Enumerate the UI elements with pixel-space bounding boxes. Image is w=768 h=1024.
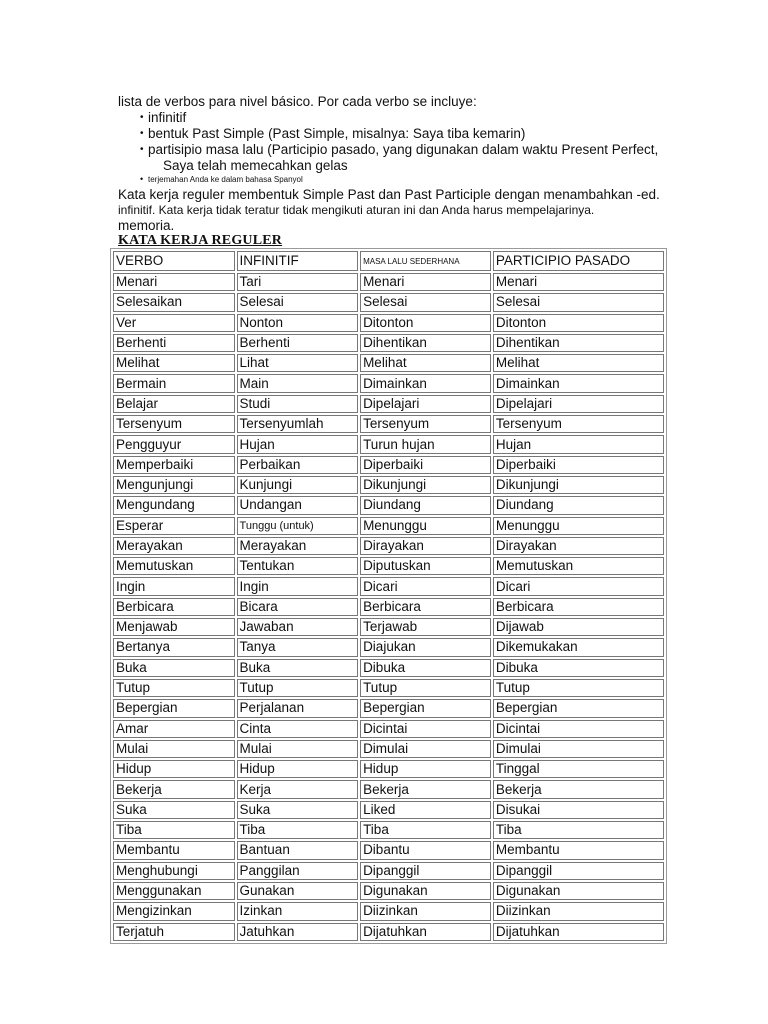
table-cell: Izinkan bbox=[237, 902, 359, 920]
bullet-text: bentuk Past Simple (Past Simple, misalnya: Saya tiba kemarin) bbox=[148, 126, 526, 141]
table-cell: Dipanggil bbox=[360, 862, 491, 880]
table-cell: Perjalanan bbox=[237, 699, 359, 717]
table-cell: Selesai bbox=[237, 293, 359, 311]
bullet-dot-icon: • bbox=[140, 112, 144, 123]
table-cell: Bermain bbox=[113, 374, 235, 392]
table-cell: Mengizinkan bbox=[113, 902, 235, 920]
table-row bbox=[113, 496, 664, 514]
table-row bbox=[113, 395, 664, 413]
table-cell: Terjatuh bbox=[113, 923, 235, 941]
table-cell: Menunggu bbox=[360, 517, 491, 535]
verb-table bbox=[111, 249, 666, 943]
table-cell: Diputuskan bbox=[360, 557, 491, 575]
table-cell: Studi bbox=[237, 395, 359, 413]
table-cell: Selesaikan bbox=[113, 293, 235, 311]
header-cell-infinitif: INFINITIF bbox=[237, 251, 359, 271]
table-row bbox=[113, 517, 664, 535]
bullet-item bbox=[118, 126, 738, 142]
table-cell: Tutup bbox=[113, 679, 235, 697]
table-cell: Menari bbox=[493, 273, 664, 291]
table-cell: Cinta bbox=[237, 720, 359, 738]
bullet-text: infinitif bbox=[148, 110, 187, 125]
table-cell: Dicintai bbox=[360, 720, 491, 738]
table-cell: Dicintai bbox=[493, 720, 664, 738]
table-cell: Dimulai bbox=[493, 740, 664, 758]
table-cell: Tersenyum bbox=[360, 415, 491, 433]
table-cell: Dirayakan bbox=[360, 537, 491, 555]
table-cell: Digunakan bbox=[493, 882, 664, 900]
table-cell: Diundang bbox=[360, 496, 491, 514]
table-cell: Main bbox=[237, 374, 359, 392]
paragraph: infinitif. Kata kerja tidak teratur tidak mengikuti aturan ini dan Anda harus mempelajarinya. bbox=[118, 203, 595, 217]
table-row bbox=[113, 415, 664, 433]
table-cell: Nonton bbox=[237, 314, 359, 332]
table-cell: Hidup bbox=[237, 760, 359, 778]
table-cell: Tersenyum bbox=[493, 415, 664, 433]
table-cell: Bekerja bbox=[113, 780, 235, 798]
table-cell: Bekerja bbox=[493, 780, 664, 798]
table-row bbox=[113, 314, 664, 332]
table-cell: Tentukan bbox=[237, 557, 359, 575]
table-cell: Membantu bbox=[493, 841, 664, 859]
table-row bbox=[113, 679, 664, 697]
table-cell: Buka bbox=[113, 659, 235, 677]
table-cell: Dimulai bbox=[360, 740, 491, 758]
table-cell: Tiba bbox=[493, 821, 664, 839]
table-cell: Menari bbox=[113, 273, 235, 291]
table-cell: Dimainkan bbox=[360, 374, 491, 392]
table-cell: Tutup bbox=[237, 679, 359, 697]
table-cell: Dirayakan bbox=[493, 537, 664, 555]
table-cell: Memperbaiki bbox=[113, 456, 235, 474]
table-row bbox=[113, 598, 664, 616]
table-cell: Membantu bbox=[113, 841, 235, 859]
table-cell: Dipelajari bbox=[493, 395, 664, 413]
table-cell: Bepergian bbox=[360, 699, 491, 717]
table-cell: Tutup bbox=[360, 679, 491, 697]
table-cell: Dijatuhkan bbox=[360, 923, 491, 941]
verb-table-container bbox=[110, 248, 667, 944]
table-cell: Ditonton bbox=[360, 314, 491, 332]
table-cell: Memutuskan bbox=[113, 557, 235, 575]
table-cell: Berhenti bbox=[237, 334, 359, 352]
table-cell: Diajukan bbox=[360, 638, 491, 656]
table-cell: Diperbaiki bbox=[493, 456, 664, 474]
table-cell: Dicari bbox=[360, 577, 491, 595]
table-row bbox=[113, 821, 664, 839]
table-row bbox=[113, 374, 664, 392]
intro-line: lista de verbos para nivel básico. Por cada verbo se incluye: bbox=[118, 94, 477, 109]
table-cell: Esperar bbox=[113, 517, 235, 535]
table-cell: Dipanggil bbox=[493, 862, 664, 880]
bullet-item bbox=[118, 142, 738, 174]
bullet-list bbox=[118, 110, 738, 186]
table-row bbox=[113, 334, 664, 352]
table-cell: Melihat bbox=[360, 354, 491, 372]
table-cell: Mengundang bbox=[113, 496, 235, 514]
table-cell: Dikemukakan bbox=[493, 638, 664, 656]
table-cell: Kunjungi bbox=[237, 476, 359, 494]
table-cell: Undangan bbox=[237, 496, 359, 514]
header-cell-masa-lalu bbox=[360, 251, 491, 271]
table-cell: Berhenti bbox=[113, 334, 235, 352]
table-row bbox=[113, 354, 664, 372]
table-cell: Menari bbox=[360, 273, 491, 291]
table-cell: Hidup bbox=[360, 760, 491, 778]
table-cell: Dipelajari bbox=[360, 395, 491, 413]
table-row bbox=[113, 638, 664, 656]
table-cell: Dijatuhkan bbox=[493, 923, 664, 941]
table-cell: Digunakan bbox=[360, 882, 491, 900]
table-row bbox=[113, 435, 664, 453]
table-row bbox=[113, 273, 664, 291]
bullet-item bbox=[118, 174, 738, 186]
table-cell: Mulai bbox=[237, 740, 359, 758]
table-cell: Jawaban bbox=[237, 618, 359, 636]
table-cell: Berbicara bbox=[360, 598, 491, 616]
table-row bbox=[113, 801, 664, 819]
table-cell: Ditonton bbox=[493, 314, 664, 332]
table-row bbox=[113, 902, 664, 920]
bullet-text: terjemahan Anda ke dalam bahasa Spanyol bbox=[148, 175, 303, 184]
table-cell: Diizinkan bbox=[360, 902, 491, 920]
table-cell: Tari bbox=[237, 273, 359, 291]
table-cell: Amar bbox=[113, 720, 235, 738]
table-row bbox=[113, 577, 664, 595]
table-row bbox=[113, 862, 664, 880]
table-cell: Dimainkan bbox=[493, 374, 664, 392]
table-row bbox=[113, 537, 664, 555]
table-cell: Tutup bbox=[493, 679, 664, 697]
table-cell: Berbicara bbox=[493, 598, 664, 616]
table-cell: Dihentikan bbox=[360, 334, 491, 352]
table-row bbox=[113, 720, 664, 738]
header-cell-verbo: VERBO bbox=[113, 251, 235, 271]
table-cell: Terjawab bbox=[360, 618, 491, 636]
bullet-dot-icon: • bbox=[140, 128, 144, 139]
table-cell: Bertanya bbox=[113, 638, 235, 656]
table-cell: Bepergian bbox=[493, 699, 664, 717]
table-cell: Memutuskan bbox=[493, 557, 664, 575]
table-row bbox=[113, 780, 664, 798]
bullet-continuation: Saya telah memecahkan gelas bbox=[163, 158, 348, 173]
table-cell: Suka bbox=[237, 801, 359, 819]
table-cell: Melihat bbox=[113, 354, 235, 372]
table-cell: Merayakan bbox=[237, 537, 359, 555]
table-cell: Diperbaiki bbox=[360, 456, 491, 474]
table-cell: Berbicara bbox=[113, 598, 235, 616]
table-cell: Hidup bbox=[113, 760, 235, 778]
table-cell: Menggunakan bbox=[113, 882, 235, 900]
bullet-text: partisipio masa lalu (Participio pasado, yang digunakan dalam waktu Present Perfect, bbox=[148, 142, 659, 157]
intro-section bbox=[118, 94, 738, 234]
table-cell: Menunggu bbox=[493, 517, 664, 535]
bullet-item bbox=[118, 110, 738, 126]
table-row bbox=[113, 476, 664, 494]
table-cell: Tersenyum bbox=[113, 415, 235, 433]
table-cell: Kerja bbox=[237, 780, 359, 798]
table-cell: Tersenyumlah bbox=[237, 415, 359, 433]
table-row bbox=[113, 293, 664, 311]
bullet-dot-icon: • bbox=[140, 144, 144, 155]
table-cell: Hujan bbox=[237, 435, 359, 453]
header-small-text: MASA LALU SEDERHANA bbox=[363, 257, 460, 266]
table-cell: Jatuhkan bbox=[237, 923, 359, 941]
table-row bbox=[113, 456, 664, 474]
table-cell: Ver bbox=[113, 314, 235, 332]
table-cell: Tiba bbox=[237, 821, 359, 839]
table-cell: Suka bbox=[113, 801, 235, 819]
section-heading: KATA KERJA REGULER bbox=[118, 233, 283, 248]
table-cell: Bepergian bbox=[113, 699, 235, 717]
table-cell: Belajar bbox=[113, 395, 235, 413]
table-cell: Dijawab bbox=[493, 618, 664, 636]
table-cell: Mengunjungi bbox=[113, 476, 235, 494]
table-cell: Bantuan bbox=[237, 841, 359, 859]
table-header-row bbox=[113, 251, 664, 271]
table-cell: Gunakan bbox=[237, 882, 359, 900]
table-row bbox=[113, 618, 664, 636]
table-cell: Bicara bbox=[237, 598, 359, 616]
table-cell: Tiba bbox=[360, 821, 491, 839]
table-cell: Disukai bbox=[493, 801, 664, 819]
header-cell-participio: PARTICIPIO PASADO bbox=[493, 251, 664, 271]
table-cell: Liked bbox=[360, 801, 491, 819]
table-row bbox=[113, 760, 664, 778]
table-row bbox=[113, 923, 664, 941]
table-cell: Dibuka bbox=[493, 659, 664, 677]
table-row bbox=[113, 841, 664, 859]
table-cell: Dikunjungi bbox=[360, 476, 491, 494]
table-cell: Menjawab bbox=[113, 618, 235, 636]
table-row bbox=[113, 659, 664, 677]
table-cell: Pengguyur bbox=[113, 435, 235, 453]
table-cell: Tunggu (untuk) bbox=[237, 517, 359, 535]
table-cell: Ingin bbox=[237, 577, 359, 595]
verb-table-body bbox=[113, 251, 664, 941]
table-cell: Ingin bbox=[113, 577, 235, 595]
table-row bbox=[113, 699, 664, 717]
table-cell: Melihat bbox=[493, 354, 664, 372]
table-cell: Bekerja bbox=[360, 780, 491, 798]
table-cell: Diundang bbox=[493, 496, 664, 514]
table-cell: Mulai bbox=[113, 740, 235, 758]
paragraph: memoria. bbox=[118, 218, 175, 233]
table-cell: Panggilan bbox=[237, 862, 359, 880]
table-cell: Hujan bbox=[493, 435, 664, 453]
table-cell: Menghubungi bbox=[113, 862, 235, 880]
table-cell: Selesai bbox=[493, 293, 664, 311]
bullet-dot-icon: • bbox=[140, 174, 144, 184]
table-cell: Selesai bbox=[360, 293, 491, 311]
table-cell: Tinggal bbox=[493, 760, 664, 778]
table-row bbox=[113, 557, 664, 575]
table-cell: Dikunjungi bbox=[493, 476, 664, 494]
table-cell: Dicari bbox=[493, 577, 664, 595]
table-cell: Lihat bbox=[237, 354, 359, 372]
table-cell: Turun hujan bbox=[360, 435, 491, 453]
table-cell: Dibantu bbox=[360, 841, 491, 859]
table-cell: Merayakan bbox=[113, 537, 235, 555]
table-cell: Diizinkan bbox=[493, 902, 664, 920]
table-cell: Perbaikan bbox=[237, 456, 359, 474]
table-cell: Tanya bbox=[237, 638, 359, 656]
table-cell: Dibuka bbox=[360, 659, 491, 677]
table-row bbox=[113, 882, 664, 900]
paragraph: Kata kerja reguler membentuk Simple Past dan Past Participle dengan menambahkan -ed. bbox=[118, 187, 660, 202]
table-cell: Tiba bbox=[113, 821, 235, 839]
table-cell: Buka bbox=[237, 659, 359, 677]
table-cell: Dihentikan bbox=[493, 334, 664, 352]
table-row bbox=[113, 740, 664, 758]
